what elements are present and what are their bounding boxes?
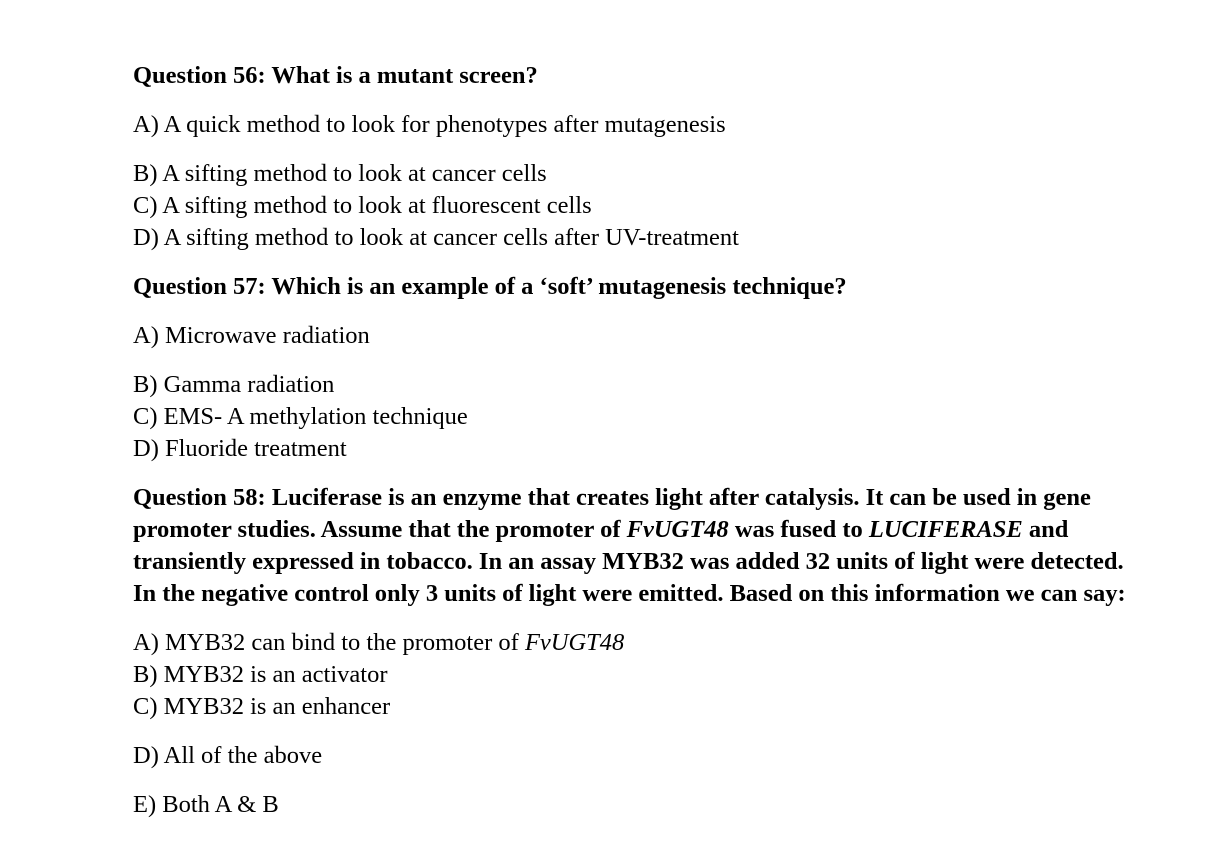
question-58-reporter-name: LUCIFERASE [868, 516, 1023, 543]
question-57-option-a: A) Microwave radiation [133, 322, 370, 349]
question-57-title: Question 57: Which is an example of a ‘soft’ mutagenesis technique? [133, 273, 847, 300]
question-56-option-d: D) A sifting method to look at cancer cells after UV-treatment [133, 224, 739, 251]
question-58-gene-name: FvUGT48 [626, 516, 729, 543]
question-58-title-part-2: was fused to [728, 516, 869, 543]
question-58-title [133, 482, 1133, 610]
question-58-option-a-gene: FvUGT48 [524, 629, 625, 656]
document-page [133, 60, 1133, 821]
question-56-option-a: A) A quick method to look for phenotypes after mutagenesis [133, 111, 726, 138]
question-57-option-d: D) Fluoride treatment [133, 435, 347, 462]
question-58-option-b: B) MYB32 is an activator [133, 661, 388, 688]
question-56-title: Question 56: What is a mutant screen? [133, 62, 538, 89]
question-56-option-c: C) A sifting method to look at fluorescent cells [133, 192, 592, 219]
question-57-option-b: B) Gamma radiation [133, 371, 335, 398]
question-57-option-c: C) EMS- A methylation technique [133, 403, 468, 430]
question-58-option-e: E) Both A & B [133, 791, 279, 818]
question-58-title-part-3: and transiently expressed in tobacco. In an assay MYB32 was added 32 units of light were detected. In the negative control only 3 units of light were emitted. Based on this information we can say: [133, 516, 1126, 607]
question-58-title-part-1: Question 58: Luciferase is an enzyme that creates light after catalysis. It can be used in gene promoter studies. Assume that the promoter of [133, 484, 1091, 543]
question-58-option-d: D) All of the above [133, 742, 323, 769]
question-58-option-a [133, 627, 1133, 659]
question-58-option-c: C) MYB32 is an enhancer [133, 693, 391, 720]
question-58-option-a-text: A) MYB32 can bind to the promoter of [133, 629, 525, 656]
question-56-option-b: B) A sifting method to look at cancer cells [133, 160, 547, 187]
